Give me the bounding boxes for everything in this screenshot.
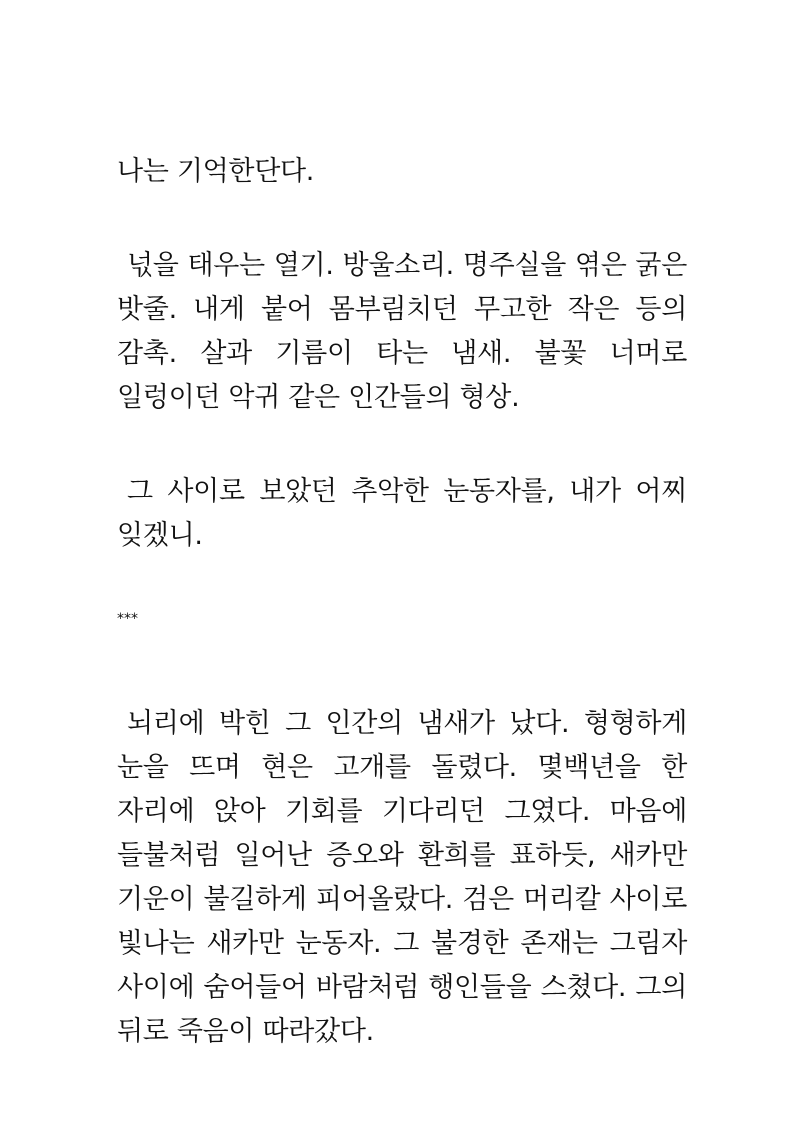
document-page [117,150,687,1054]
story-paragraph: 뇌리에 박힌 그 인간의 냄새가 났다. 형형하게 눈을 뜨며 현은 고개를 돌렸다. 몇백년을 한 자리에 앉아 기회를 기다리던 그였다. 마음에 들불처럼 일어난 증오와 환희를 표하듯, 새카만 기운이 불길하게 피어올랐다. 검은 머리칼 사이로 빛나는 새카만 눈동자. 그 불경한 존재는 그림자 사이에 숨어들어 바람처럼 행인들을 스쳤다. 그의 뒤로 죽음이 따라갔다. [117,708,687,1047]
eyes-paragraph: 그 사이로 보았던 추악한 눈동자를, 내가 어찌 잊겠니. [117,476,687,551]
section-separator: *** [117,611,138,627]
opening-line: 나는 기억한단다. [117,156,315,187]
memory-paragraph: 넋을 태우는 열기. 방울소리. 명주실을 엮은 굵은 밧줄. 내게 붙어 몸부림치던 무고한 작은 등의 감촉. 살과 기름이 타는 냄새. 불꽃 너머로 일렁이던 악귀 같은 인간들의 형상. [117,250,687,413]
